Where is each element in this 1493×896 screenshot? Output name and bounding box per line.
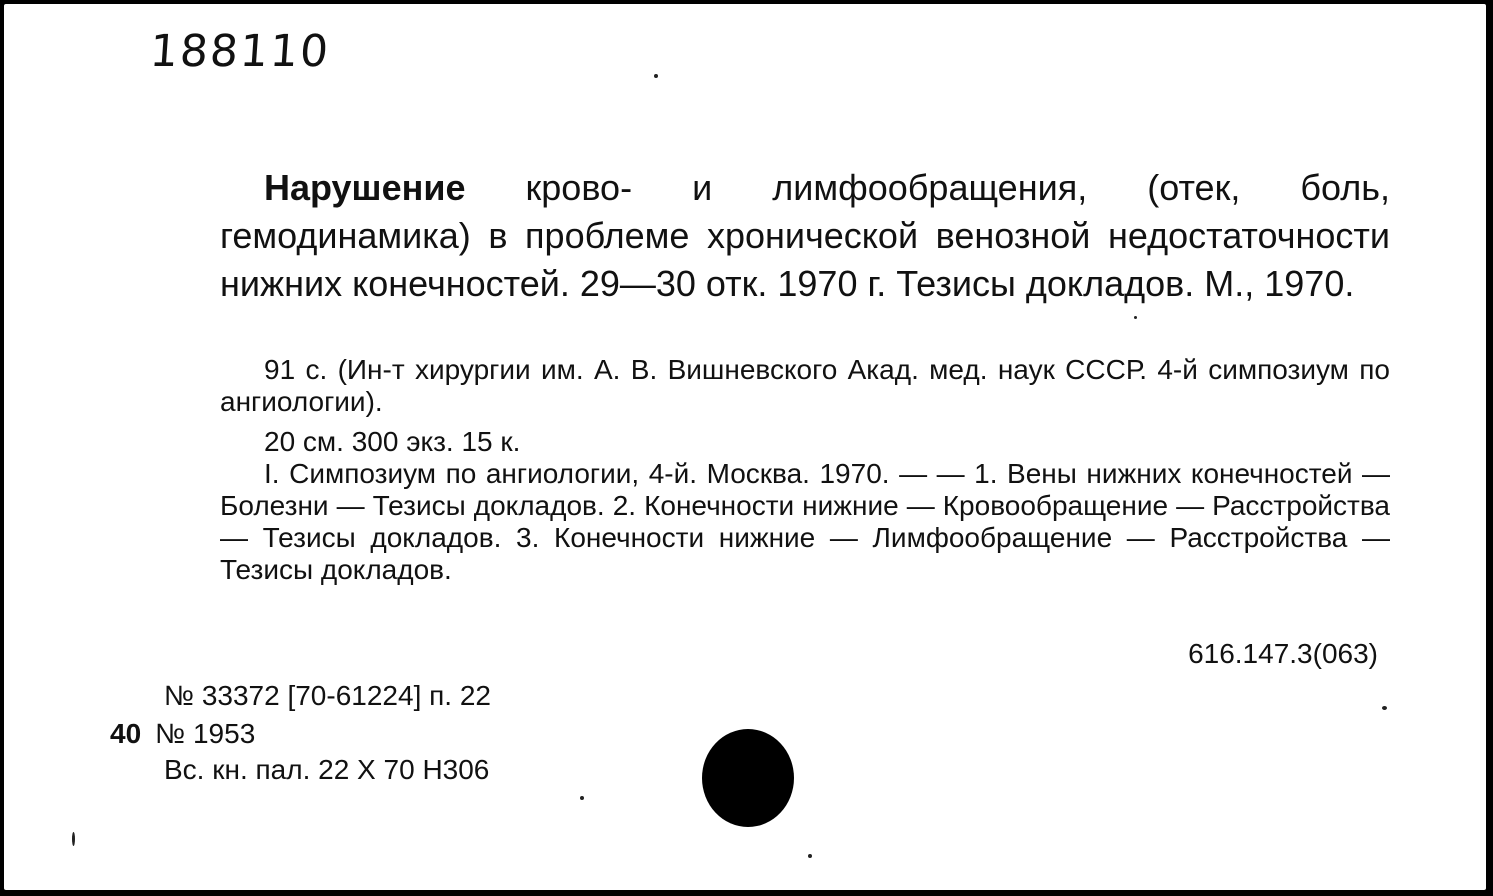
footer-number-line [110,718,255,750]
footer-order-number: № 33372 [70-61224] п. 22 [164,680,491,711]
catalog-card [4,4,1486,890]
imprint-pages [220,354,1390,418]
title-text: крово- и лимфообращения, (отек, боль, гемодинамика) в проблеме хронической венозной недостаточности нижних конечностей. 29—30 отк. 1970 г. Тезисы докладов. М., 1970. [220,167,1390,304]
subject-headings [220,458,1390,586]
title-block [220,164,1390,308]
dust-speck [1382,706,1387,710]
title-heading-word: Нарушение [264,167,466,208]
punch-hole [702,729,794,827]
dust-speck [580,796,584,800]
dust-speck [72,832,75,846]
imprint-size-text: 20 см. 300 экз. 15 к. [264,426,521,457]
imprint-pages-text: 91 с. (Ин-т хирургии им. А. В. Вишневского Акад. мед. наук СССР. 4-й симпозиум по ангиологии). [220,354,1390,417]
footer-chamber-record: Вс. кн. пал. 22 X 70 Н306 [164,754,490,785]
subject-headings-text: I. Симпозиум по ангиологии, 4-й. Москва. 1970. — — 1. Вены нижних конечностей — Болезни — Тезисы докладов. 2. Конечности нижние — Кровообращение — Расстройства — Тезисы докладов. 3. Конечности нижние — Лимфообращение — Расстройства — Тезисы докладов. [220,458,1390,585]
handwritten-accession-number: 188110 [148,26,332,77]
footer-margin-number: 40 [110,718,142,749]
udc-classification: 616.147.3(063) [1188,638,1378,669]
dust-speck [654,74,658,78]
dust-speck [808,854,812,858]
imprint-size [220,426,1390,458]
footer-number-text: № 1953 [155,718,256,749]
dust-speck [1134,316,1137,319]
